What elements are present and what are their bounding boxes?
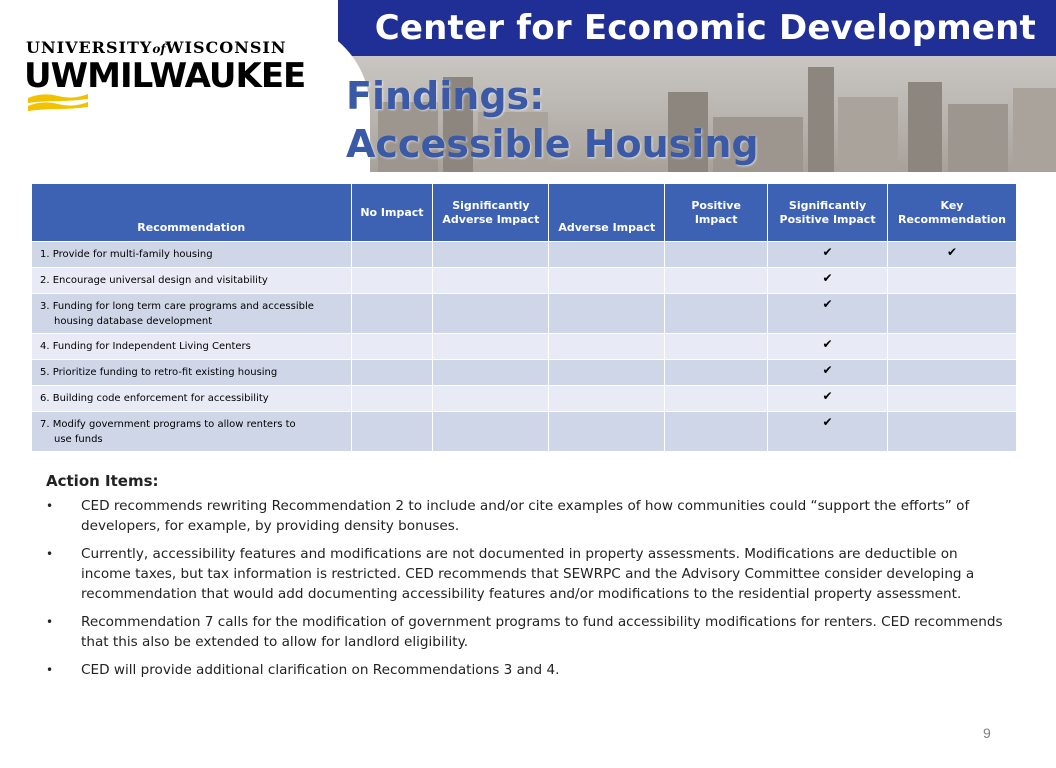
findings-table	[31, 183, 1017, 452]
check-icon: ✔	[768, 412, 888, 452]
check-icon: ✔	[768, 360, 888, 386]
table-row: 3. Funding for long term care programs and accessible housing database development ✔	[32, 294, 1017, 334]
action-items-title: Action Items:	[46, 472, 159, 490]
uwm-wordmark: UWMILWAUKEE	[24, 56, 306, 96]
table-row: 2. Encourage universal design and visitability ✔	[32, 268, 1017, 294]
col-header-recommendation: Recommendation	[32, 184, 352, 242]
col-header-sig-adverse: Significantly Adverse Impact	[433, 184, 549, 242]
col-header-sig-positive: Significantly Positive Impact	[768, 184, 888, 242]
check-icon: ✔	[768, 268, 888, 294]
university-logo-text: UNIVERSITYofWISCONSIN	[26, 38, 287, 57]
table-row: 5. Prioritize funding to retro-fit existing housing ✔	[32, 360, 1017, 386]
col-header-no-impact: No Impact	[351, 184, 433, 242]
bullet-icon: •	[46, 499, 54, 513]
list-item: • CED will provide additional clarification on Recommendations 3 and 4.	[46, 662, 560, 678]
banner-title: Center for Economic Development	[374, 8, 1036, 48]
check-icon: ✔	[768, 294, 888, 334]
col-header-positive: Positive Impact	[665, 184, 768, 242]
bullet-icon: •	[46, 547, 54, 561]
list-item: • Recommendation 7 calls for the modification of government programs to fund accessibility modifications for renters. CED recommends that this also be extended to allow for landlord eligibility.	[46, 614, 1003, 650]
check-icon: ✔	[768, 386, 888, 412]
list-item: • CED recommends rewriting Recommendation 2 to include and/or cite examples of how communities could “support the efforts” of developers, for example, by providing density bonuses.	[46, 498, 970, 534]
check-icon: ✔	[888, 242, 1017, 268]
bullet-icon: •	[46, 663, 54, 677]
check-icon: ✔	[768, 334, 888, 360]
bullet-icon: •	[46, 615, 54, 629]
table-row: 4. Funding for Independent Living Centers ✔	[32, 334, 1017, 360]
list-item: • Currently, accessibility features and modifications are not documented in property assessments. Modifications are deductible on income taxes, but tax information is restricted. CED recommends that SEWRPC and the Advisory Committee consider developing a recommendation that would add documenting accessibility features and/or modifications to the residential property assessment.	[46, 546, 975, 602]
table-row: 7. Modify government programs to allow renters to use funds ✔	[32, 412, 1017, 452]
col-header-adverse: Adverse Impact	[549, 184, 665, 242]
col-header-key: Key Recommendation	[888, 184, 1017, 242]
action-items-list	[46, 496, 1006, 688]
page-title: Findings: Accessible Housing	[346, 74, 759, 166]
uwm-logo-stripes-icon	[28, 92, 88, 112]
table-row: 1. Provide for multi-family housing ✔ ✔	[32, 242, 1017, 268]
table-header-row	[32, 184, 1017, 242]
table-row: 6. Building code enforcement for accessibility ✔	[32, 386, 1017, 412]
page-number: 9	[983, 725, 991, 741]
check-icon: ✔	[768, 242, 888, 268]
